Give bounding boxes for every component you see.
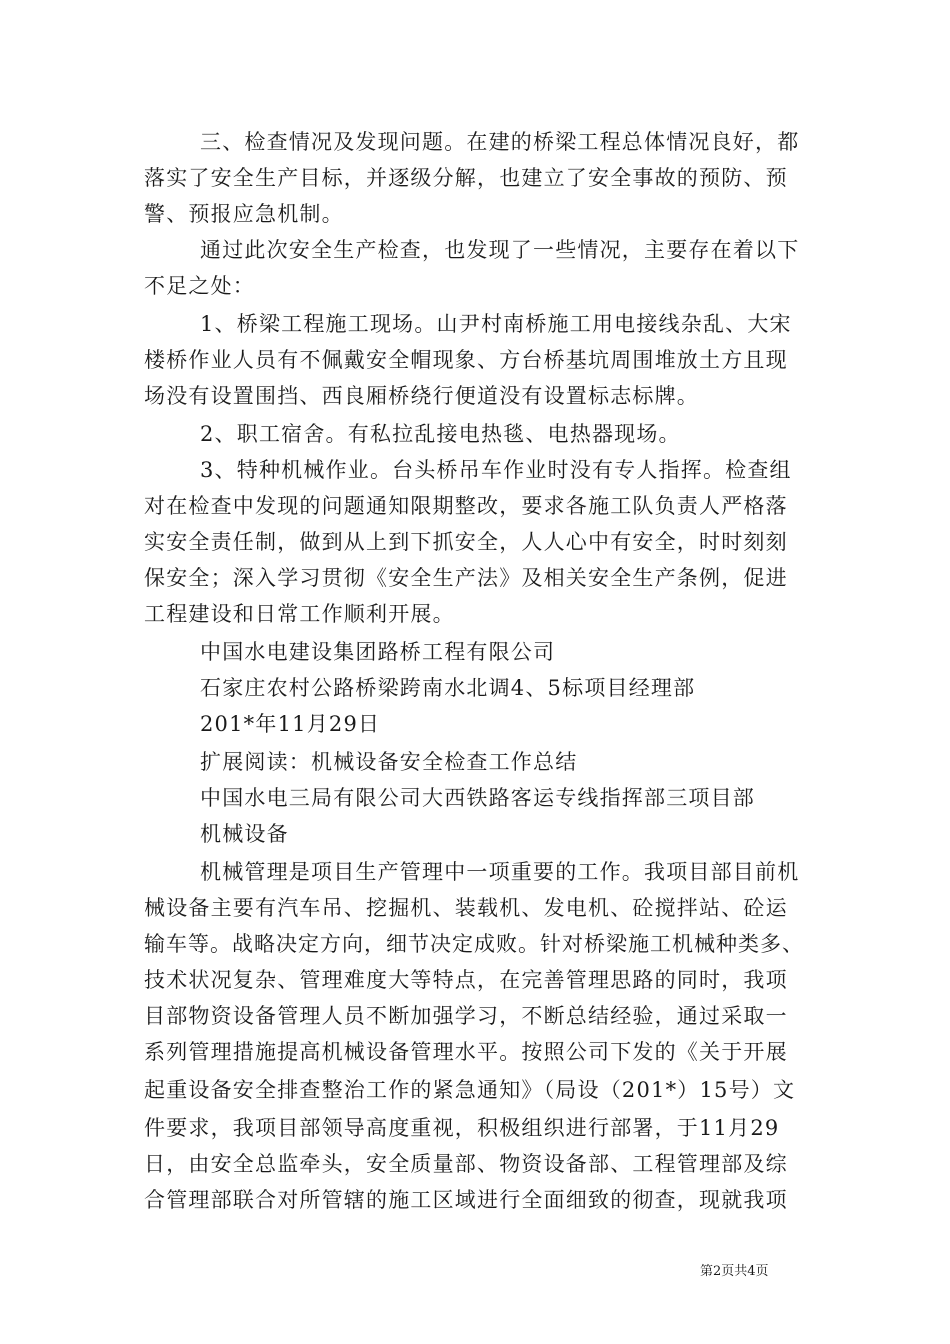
paragraph-line: 机械管理是项目生产管理中一项重要的工作。我项目部目前机 xyxy=(200,860,800,884)
page-number-footer: 第2页共4页 xyxy=(700,1264,769,1279)
paragraph-line: 2、职工宿舍。有私拉乱接电热毯、电热器现场。 xyxy=(200,422,681,446)
paragraph-line: 件要求，我项目部领导高度重视，积极组织进行部署，于11月29 xyxy=(144,1116,780,1140)
paragraph-line: 工程建设和日常工作顺利开展。 xyxy=(144,602,455,626)
signature-date: 201*年11月29日 xyxy=(200,712,381,736)
paragraph-line: 对在检查中发现的问题通知限期整改，要求各施工队负责人严格落 xyxy=(144,494,788,518)
paragraph-line: 目部物资设备管理人员不断加强学习，不断总结经验，通过采取一 xyxy=(144,1004,788,1028)
signature-company: 中国水电建设集团路桥工程有限公司 xyxy=(200,640,556,664)
paragraph-line: 不足之处： xyxy=(144,274,255,298)
paragraph-line: 3、特种机械作业。台头桥吊车作业时没有专人指挥。检查组 xyxy=(200,458,792,482)
paragraph-line: 输车等。战略决定方向，细节决定成败。针对桥梁施工机械种类多、 xyxy=(144,932,804,956)
paragraph-line: 保安全；深入学习贯彻《安全生产法》及相关安全生产条例，促进 xyxy=(144,566,788,590)
paragraph-line: 械设备主要有汽车吊、挖掘机、装载机、发电机、砼搅拌站、砼运 xyxy=(144,896,788,920)
paragraph-line: 通过此次安全生产检查，也发现了一些情况，主要存在着以下 xyxy=(200,238,800,262)
paragraph-line: 三、检查情况及发现问题。在建的桥梁工程总体情况良好，都 xyxy=(200,130,800,154)
paragraph-line: 楼桥作业人员有不佩戴安全帽现象、方台桥基坑周围堆放土方且现 xyxy=(144,348,788,372)
paragraph-line: 系列管理措施提高机械设备管理水平。按照公司下发的《关于开展 xyxy=(144,1040,788,1064)
paragraph-line: 技术状况复杂、管理难度大等特点，在完善管理思路的同时，我项 xyxy=(144,968,788,992)
paragraph-line: 日，由安全总监牵头，安全质量部、物资设备部、工程管理部及综 xyxy=(144,1152,788,1176)
signature-department: 石家庄农村公路桥梁跨南水北调4、5标项目经理部 xyxy=(200,676,696,700)
paragraph-line: 警、预报应急机制。 xyxy=(144,202,344,226)
paragraph-line: 1、桥梁工程施工现场。山尹村南桥施工用电接线杂乱、大宋 xyxy=(200,312,792,336)
paragraph-line: 场没有设置围挡、西良厢桥绕行便道没有设置标志标牌。 xyxy=(144,384,699,408)
paragraph-line: 起重设备安全排查整治工作的紧急通知》（局设（201*）15号）文 xyxy=(144,1078,796,1102)
paragraph-line: 实安全责任制，做到从上到下抓安全，人人心中有安全，时时刻刻 xyxy=(144,530,788,554)
paragraph-line: 合管理部联合对所管辖的施工区域进行全面细致的彻查，现就我项 xyxy=(144,1188,788,1212)
paragraph-line: 落实了安全生产目标，并逐级分解，也建立了安全事故的预防、预 xyxy=(144,166,788,190)
section-heading: 机械设备 xyxy=(200,822,289,846)
extended-reading-title: 扩展阅读：机械设备安全检查工作总结 xyxy=(200,750,578,774)
section-organization: 中国水电三局有限公司大西铁路客运专线指挥部三项目部 xyxy=(200,786,755,810)
